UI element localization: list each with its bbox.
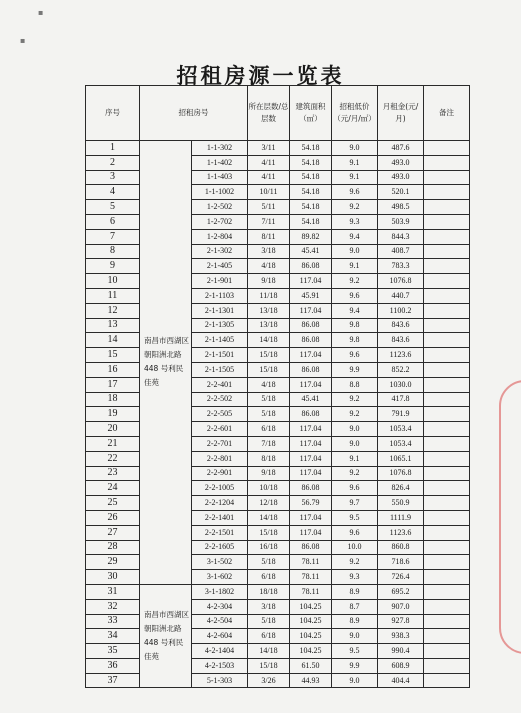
cell-rent: 498.5	[378, 200, 424, 215]
cell-room: 2-2-502	[192, 392, 248, 407]
cell-price: 9.0	[332, 673, 378, 688]
cell-seq: 6	[86, 214, 140, 229]
cell-price: 9.3	[332, 214, 378, 229]
cell-remarks	[424, 348, 470, 363]
cell-area: 86.08	[290, 259, 332, 274]
cell-floor: 5/18	[248, 407, 290, 422]
cell-floor: 3/11	[248, 141, 290, 156]
cell-area: 117.04	[290, 348, 332, 363]
cell-area: 104.25	[290, 614, 332, 629]
cell-seq: 28	[86, 540, 140, 555]
cell-remarks	[424, 510, 470, 525]
cell-remarks	[424, 540, 470, 555]
cell-remarks	[424, 436, 470, 451]
cell-room: 2-2-801	[192, 451, 248, 466]
cell-floor: 6/18	[248, 570, 290, 585]
cell-remarks	[424, 525, 470, 540]
cell-price: 9.2	[332, 466, 378, 481]
cell-room: 2-2-701	[192, 436, 248, 451]
cell-room: 2-1-1305	[192, 318, 248, 333]
listing-table	[85, 85, 470, 688]
cell-seq: 26	[86, 510, 140, 525]
cell-area: 117.04	[290, 422, 332, 437]
cell-area: 117.04	[290, 436, 332, 451]
cell-room: 2-2-901	[192, 466, 248, 481]
cell-rent: 1030.0	[378, 377, 424, 392]
cell-floor: 9/18	[248, 466, 290, 481]
cell-price: 9.3	[332, 570, 378, 585]
cell-remarks	[424, 170, 470, 185]
cell-rent: 907.0	[378, 599, 424, 614]
cell-remarks	[424, 362, 470, 377]
cell-rent: 844.3	[378, 229, 424, 244]
cell-seq: 2	[86, 155, 140, 170]
cell-floor: 4/11	[248, 170, 290, 185]
cell-room: 1-1-1002	[192, 185, 248, 200]
cell-area: 54.18	[290, 185, 332, 200]
cell-rent: 783.3	[378, 259, 424, 274]
cell-remarks	[424, 658, 470, 673]
cell-area: 44.93	[290, 673, 332, 688]
cell-rent: 503.9	[378, 214, 424, 229]
cell-rent: 990.4	[378, 644, 424, 659]
cell-seq: 17	[86, 377, 140, 392]
cell-seq: 1	[86, 141, 140, 156]
cell-seq: 25	[86, 496, 140, 511]
cell-area: 117.04	[290, 377, 332, 392]
cell-floor: 15/18	[248, 658, 290, 673]
cell-floor: 8/11	[248, 229, 290, 244]
cell-remarks	[424, 141, 470, 156]
cell-rent: 493.0	[378, 155, 424, 170]
cell-remarks	[424, 214, 470, 229]
cell-room: 2-2-1401	[192, 510, 248, 525]
cell-area: 78.11	[290, 555, 332, 570]
cell-floor: 6/18	[248, 422, 290, 437]
cell-room: 2-1-1103	[192, 288, 248, 303]
cell-seq: 14	[86, 333, 140, 348]
cell-remarks	[424, 614, 470, 629]
cell-price: 10.0	[332, 540, 378, 555]
cell-rent: 487.6	[378, 141, 424, 156]
cell-rent: 520.1	[378, 185, 424, 200]
cell-floor: 5/18	[248, 392, 290, 407]
cell-rent: 1123.6	[378, 525, 424, 540]
cell-floor: 15/18	[248, 525, 290, 540]
scan-speck: ▪	[20, 36, 26, 45]
cell-remarks	[424, 155, 470, 170]
cell-seq: 9	[86, 259, 140, 274]
cell-remarks	[424, 673, 470, 688]
cell-room: 4-2-504	[192, 614, 248, 629]
cell-seq: 7	[86, 229, 140, 244]
cell-seq: 21	[86, 436, 140, 451]
cell-room: 2-2-1005	[192, 481, 248, 496]
cell-area: 54.18	[290, 141, 332, 156]
cell-area: 117.04	[290, 303, 332, 318]
cell-room: 2-2-1605	[192, 540, 248, 555]
cell-seq: 34	[86, 629, 140, 644]
cell-price: 8.9	[332, 614, 378, 629]
cell-area: 117.04	[290, 451, 332, 466]
cell-rent: 843.6	[378, 318, 424, 333]
cell-area: 45.41	[290, 244, 332, 259]
header-area: 建筑面积（㎡）	[290, 86, 332, 141]
cell-room: 1-1-402	[192, 155, 248, 170]
cell-rent: 852.2	[378, 362, 424, 377]
cell-seq: 19	[86, 407, 140, 422]
cell-area: 45.91	[290, 288, 332, 303]
cell-room: 2-1-901	[192, 274, 248, 289]
cell-floor: 10/18	[248, 481, 290, 496]
cell-price: 9.1	[332, 451, 378, 466]
cell-area: 86.08	[290, 481, 332, 496]
cell-seq: 15	[86, 348, 140, 363]
cell-area: 104.25	[290, 644, 332, 659]
table-row	[86, 141, 470, 156]
cell-remarks	[424, 555, 470, 570]
cell-price: 9.6	[332, 481, 378, 496]
address-cell: 南昌市西湖区朝阳洲北路 448 号利民佳苑	[140, 584, 192, 688]
cell-rent: 404.4	[378, 673, 424, 688]
cell-floor: 12/18	[248, 496, 290, 511]
cell-price: 9.2	[332, 200, 378, 215]
cell-room: 2-1-1501	[192, 348, 248, 363]
red-seal-stamp	[499, 380, 521, 654]
cell-seq: 3	[86, 170, 140, 185]
cell-room: 4-2-304	[192, 599, 248, 614]
cell-seq: 37	[86, 673, 140, 688]
cell-floor: 15/18	[248, 362, 290, 377]
cell-seq: 33	[86, 614, 140, 629]
cell-seq: 24	[86, 481, 140, 496]
cell-price: 9.5	[332, 510, 378, 525]
table-body	[86, 141, 470, 688]
cell-rent: 1053.4	[378, 436, 424, 451]
cell-rent: 843.6	[378, 333, 424, 348]
cell-floor: 15/18	[248, 348, 290, 363]
cell-room: 1-2-804	[192, 229, 248, 244]
cell-seq: 18	[86, 392, 140, 407]
cell-remarks	[424, 318, 470, 333]
cell-rent: 726.4	[378, 570, 424, 585]
cell-room: 4-2-1503	[192, 658, 248, 673]
cell-price: 9.2	[332, 555, 378, 570]
cell-room: 1-1-302	[192, 141, 248, 156]
cell-area: 61.50	[290, 658, 332, 673]
cell-price: 9.1	[332, 259, 378, 274]
cell-floor: 10/11	[248, 185, 290, 200]
cell-rent: 695.2	[378, 584, 424, 599]
cell-room: 1-1-403	[192, 170, 248, 185]
cell-floor: 4/11	[248, 155, 290, 170]
cell-price: 9.4	[332, 303, 378, 318]
cell-area: 86.08	[290, 333, 332, 348]
cell-floor: 9/18	[248, 274, 290, 289]
cell-remarks	[424, 570, 470, 585]
cell-rent: 550.9	[378, 496, 424, 511]
cell-room: 3-1-602	[192, 570, 248, 585]
cell-rent: 1065.1	[378, 451, 424, 466]
cell-remarks	[424, 200, 470, 215]
cell-floor: 7/11	[248, 214, 290, 229]
cell-remarks	[424, 481, 470, 496]
cell-floor: 3/18	[248, 599, 290, 614]
cell-floor: 14/18	[248, 644, 290, 659]
cell-seq: 13	[86, 318, 140, 333]
cell-remarks	[424, 466, 470, 481]
cell-area: 117.04	[290, 274, 332, 289]
cell-room: 2-2-1501	[192, 525, 248, 540]
cell-seq: 22	[86, 451, 140, 466]
cell-rent: 927.8	[378, 614, 424, 629]
cell-floor: 13/18	[248, 318, 290, 333]
cell-price: 9.2	[332, 392, 378, 407]
cell-area: 86.08	[290, 540, 332, 555]
cell-remarks	[424, 644, 470, 659]
cell-price: 9.6	[332, 348, 378, 363]
cell-floor: 7/18	[248, 436, 290, 451]
cell-floor: 6/18	[248, 629, 290, 644]
cell-floor: 18/18	[248, 584, 290, 599]
cell-seq: 29	[86, 555, 140, 570]
cell-price: 9.6	[332, 185, 378, 200]
cell-price: 9.5	[332, 644, 378, 659]
cell-price: 9.0	[332, 436, 378, 451]
header-remarks: 备注	[424, 86, 470, 141]
cell-seq: 11	[86, 288, 140, 303]
cell-area: 78.11	[290, 570, 332, 585]
cell-rent: 791.9	[378, 407, 424, 422]
cell-seq: 35	[86, 644, 140, 659]
header-row	[86, 86, 470, 141]
cell-remarks	[424, 599, 470, 614]
cell-rent: 860.8	[378, 540, 424, 555]
cell-remarks	[424, 229, 470, 244]
cell-remarks	[424, 288, 470, 303]
cell-rent: 417.8	[378, 392, 424, 407]
cell-rent: 826.4	[378, 481, 424, 496]
cell-price: 9.2	[332, 407, 378, 422]
cell-price: 9.9	[332, 658, 378, 673]
cell-rent: 1053.4	[378, 422, 424, 437]
cell-room: 2-1-1301	[192, 303, 248, 318]
cell-price: 8.7	[332, 599, 378, 614]
cell-area: 54.18	[290, 214, 332, 229]
header-monthly-rent: 月租金(元/月)	[378, 86, 424, 141]
header-floor: 所在层数/总层数	[248, 86, 290, 141]
cell-price: 9.6	[332, 525, 378, 540]
cell-remarks	[424, 303, 470, 318]
cell-area: 117.04	[290, 525, 332, 540]
cell-room: 4-2-604	[192, 629, 248, 644]
cell-seq: 20	[86, 422, 140, 437]
cell-floor: 3/18	[248, 244, 290, 259]
cell-room: 2-2-1204	[192, 496, 248, 511]
cell-remarks	[424, 244, 470, 259]
cell-price: 8.8	[332, 377, 378, 392]
cell-remarks	[424, 496, 470, 511]
cell-price: 9.0	[332, 629, 378, 644]
address-cell: 南昌市西湖区朝阳洲北路 448 号利民佳苑	[140, 141, 192, 585]
cell-remarks	[424, 377, 470, 392]
cell-price: 9.8	[332, 333, 378, 348]
cell-remarks	[424, 422, 470, 437]
header-room: 招租房号	[140, 86, 248, 141]
cell-rent: 1123.6	[378, 348, 424, 363]
cell-price: 9.1	[332, 155, 378, 170]
cell-floor: 5/18	[248, 614, 290, 629]
cell-room: 2-2-401	[192, 377, 248, 392]
cell-seq: 10	[86, 274, 140, 289]
cell-price: 9.7	[332, 496, 378, 511]
cell-area: 78.11	[290, 584, 332, 599]
header-min-price: 招租低价（元/月/㎡）	[332, 86, 378, 141]
cell-area: 54.18	[290, 200, 332, 215]
cell-floor: 8/18	[248, 451, 290, 466]
cell-price: 9.0	[332, 141, 378, 156]
cell-remarks	[424, 584, 470, 599]
cell-room: 5-1-303	[192, 673, 248, 688]
scan-speck: ▪	[38, 8, 44, 17]
cell-area: 89.82	[290, 229, 332, 244]
cell-area: 104.25	[290, 599, 332, 614]
cell-area: 45.41	[290, 392, 332, 407]
cell-seq: 31	[86, 584, 140, 599]
cell-rent: 1076.8	[378, 466, 424, 481]
cell-rent: 1076.8	[378, 274, 424, 289]
cell-seq: 30	[86, 570, 140, 585]
cell-seq: 23	[86, 466, 140, 481]
cell-remarks	[424, 259, 470, 274]
cell-price: 9.0	[332, 244, 378, 259]
cell-remarks	[424, 185, 470, 200]
cell-seq: 12	[86, 303, 140, 318]
cell-seq: 4	[86, 185, 140, 200]
cell-remarks	[424, 333, 470, 348]
cell-area: 54.18	[290, 170, 332, 185]
cell-rent: 408.7	[378, 244, 424, 259]
cell-floor: 14/18	[248, 333, 290, 348]
cell-price: 8.9	[332, 584, 378, 599]
cell-price: 9.2	[332, 274, 378, 289]
cell-rent: 493.0	[378, 170, 424, 185]
cell-price: 9.4	[332, 229, 378, 244]
cell-seq: 8	[86, 244, 140, 259]
cell-area: 86.08	[290, 318, 332, 333]
cell-room: 1-2-702	[192, 214, 248, 229]
cell-room: 2-1-302	[192, 244, 248, 259]
cell-rent: 938.3	[378, 629, 424, 644]
cell-price: 9.0	[332, 422, 378, 437]
cell-rent: 440.7	[378, 288, 424, 303]
cell-room: 4-2-1404	[192, 644, 248, 659]
cell-seq: 32	[86, 599, 140, 614]
cell-room: 1-2-502	[192, 200, 248, 215]
cell-floor: 11/18	[248, 288, 290, 303]
cell-seq: 16	[86, 362, 140, 377]
cell-price: 9.9	[332, 362, 378, 377]
header-seq: 序号	[86, 86, 140, 141]
cell-room: 3-1-502	[192, 555, 248, 570]
table-row	[86, 584, 470, 599]
cell-remarks	[424, 451, 470, 466]
cell-rent: 718.6	[378, 555, 424, 570]
cell-floor: 16/18	[248, 540, 290, 555]
cell-remarks	[424, 392, 470, 407]
cell-room: 2-1-1505	[192, 362, 248, 377]
cell-area: 86.08	[290, 362, 332, 377]
cell-price: 9.1	[332, 170, 378, 185]
cell-room: 2-2-601	[192, 422, 248, 437]
cell-area: 56.79	[290, 496, 332, 511]
cell-floor: 14/18	[248, 510, 290, 525]
cell-remarks	[424, 274, 470, 289]
cell-room: 2-2-505	[192, 407, 248, 422]
cell-room: 2-1-405	[192, 259, 248, 274]
cell-price: 9.6	[332, 288, 378, 303]
cell-floor: 4/18	[248, 259, 290, 274]
cell-floor: 4/18	[248, 377, 290, 392]
cell-seq: 5	[86, 200, 140, 215]
cell-remarks	[424, 629, 470, 644]
cell-seq: 27	[86, 525, 140, 540]
cell-floor: 3/26	[248, 673, 290, 688]
cell-remarks	[424, 407, 470, 422]
cell-rent: 1100.2	[378, 303, 424, 318]
cell-room: 2-1-1405	[192, 333, 248, 348]
cell-price: 9.8	[332, 318, 378, 333]
cell-area: 86.08	[290, 407, 332, 422]
cell-floor: 5/18	[248, 555, 290, 570]
cell-floor: 13/18	[248, 303, 290, 318]
cell-area: 104.25	[290, 629, 332, 644]
cell-seq: 36	[86, 658, 140, 673]
cell-area: 54.18	[290, 155, 332, 170]
page-title: 招租房源一览表	[176, 64, 345, 88]
cell-rent: 608.9	[378, 658, 424, 673]
cell-area: 117.04	[290, 510, 332, 525]
cell-area: 117.04	[290, 466, 332, 481]
cell-floor: 5/11	[248, 200, 290, 215]
cell-rent: 1111.9	[378, 510, 424, 525]
cell-room: 3-1-1802	[192, 584, 248, 599]
